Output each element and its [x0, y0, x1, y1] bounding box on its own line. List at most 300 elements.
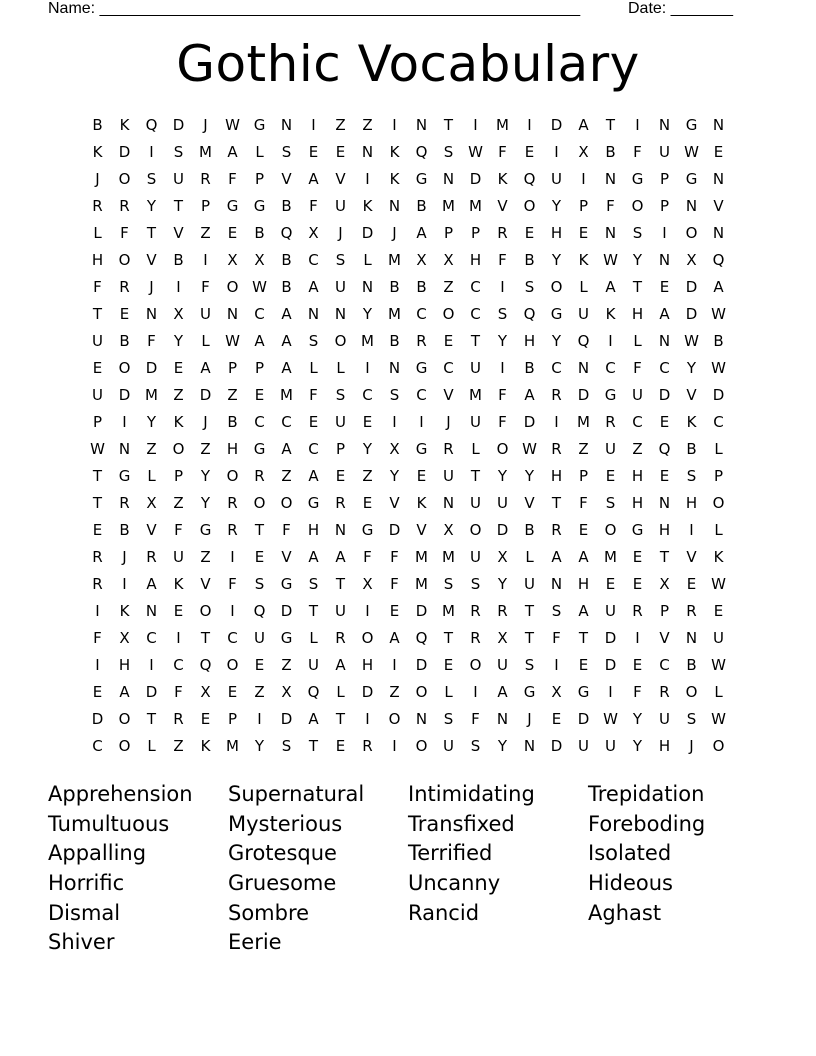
grid-cell[interactable]: O [199, 602, 212, 620]
grid-cell[interactable]: O [280, 494, 293, 512]
grid-cell[interactable]: U [470, 413, 481, 431]
grid-cell[interactable]: R [146, 548, 157, 566]
grid-cell[interactable]: I [608, 332, 613, 350]
grid-cell[interactable]: C [713, 413, 724, 431]
grid-cell[interactable]: E [119, 305, 130, 323]
grid-cell[interactable]: N [658, 332, 671, 350]
grid-cell[interactable]: V [200, 575, 211, 593]
grid-cell[interactable]: S [389, 386, 400, 404]
grid-cell[interactable]: K [713, 548, 724, 566]
grid-cell[interactable]: D [280, 602, 293, 620]
grid-cell[interactable]: G [199, 521, 212, 539]
grid-cell[interactable]: A [335, 548, 346, 566]
grid-cell[interactable]: I [203, 251, 208, 269]
grid-cell[interactable]: O [118, 710, 131, 728]
grid-cell[interactable]: Q [658, 440, 671, 458]
grid-cell[interactable]: W [711, 575, 726, 593]
grid-cell[interactable]: N [145, 305, 158, 323]
grid-cell[interactable]: A [308, 170, 319, 188]
grid-cell[interactable]: G [280, 575, 293, 593]
grid-cell[interactable]: U [92, 386, 103, 404]
grid-cell[interactable]: L [363, 251, 372, 269]
grid-cell[interactable]: I [149, 656, 154, 674]
grid-cell[interactable]: D [685, 305, 698, 323]
grid-cell[interactable]: T [92, 494, 103, 512]
grid-cell[interactable]: E [578, 224, 589, 242]
grid-cell[interactable]: R [470, 602, 481, 620]
grid-cell[interactable]: J [149, 278, 154, 296]
grid-cell[interactable]: E [713, 143, 724, 161]
grid-cell[interactable]: T [524, 602, 535, 620]
grid-cell[interactable]: G [415, 359, 428, 377]
grid-cell[interactable]: I [554, 656, 559, 674]
grid-cell[interactable]: N [415, 116, 428, 134]
grid-cell[interactable]: O [118, 251, 131, 269]
grid-cell[interactable]: D [550, 737, 563, 755]
grid-cell[interactable]: P [659, 170, 670, 188]
grid-cell[interactable]: Q [145, 116, 158, 134]
grid-cell[interactable]: D [604, 629, 617, 647]
grid-cell[interactable]: D [91, 710, 104, 728]
grid-cell[interactable]: E [713, 602, 724, 620]
grid-cell[interactable]: J [203, 413, 208, 431]
grid-cell[interactable]: H [550, 467, 563, 485]
grid-cell[interactable]: P [713, 467, 724, 485]
grid-cell[interactable]: D [712, 386, 725, 404]
grid-cell[interactable]: U [200, 305, 211, 323]
grid-cell[interactable]: D [577, 710, 590, 728]
grid-cell[interactable]: X [227, 251, 238, 269]
grid-cell[interactable]: U [605, 440, 616, 458]
grid-cell[interactable]: E [632, 548, 643, 566]
grid-cell[interactable]: O [118, 170, 131, 188]
grid-cell[interactable]: I [365, 170, 370, 188]
grid-cell[interactable]: E [443, 656, 454, 674]
grid-cell[interactable]: S [686, 710, 697, 728]
grid-cell[interactable]: F [309, 386, 318, 404]
grid-cell[interactable]: C [308, 251, 319, 269]
grid-cell[interactable]: U [335, 602, 346, 620]
grid-cell[interactable]: Z [173, 737, 184, 755]
grid-cell[interactable]: F [201, 278, 210, 296]
grid-cell[interactable]: W [711, 305, 726, 323]
grid-cell[interactable]: K [119, 602, 130, 620]
grid-cell[interactable]: Y [146, 413, 157, 431]
grid-cell[interactable]: A [578, 602, 589, 620]
grid-cell[interactable]: P [227, 710, 238, 728]
grid-cell[interactable]: N [361, 278, 374, 296]
grid-cell[interactable]: Z [227, 386, 238, 404]
grid-cell[interactable]: T [632, 278, 643, 296]
grid-cell[interactable]: G [118, 467, 131, 485]
grid-cell[interactable]: U [470, 494, 481, 512]
grid-cell[interactable]: U [605, 737, 616, 755]
grid-cell[interactable]: W [468, 143, 483, 161]
grid-cell[interactable]: T [659, 548, 670, 566]
grid-cell[interactable]: P [335, 440, 346, 458]
grid-cell[interactable]: O [118, 737, 131, 755]
grid-cell[interactable]: R [92, 197, 103, 215]
grid-cell[interactable]: S [281, 143, 292, 161]
grid-cell[interactable]: N [442, 170, 455, 188]
grid-cell[interactable]: H [307, 521, 320, 539]
grid-cell[interactable]: Y [173, 332, 184, 350]
grid-cell[interactable]: U [659, 710, 670, 728]
grid-cell[interactable]: R [119, 494, 130, 512]
grid-cell[interactable]: O [253, 494, 266, 512]
grid-cell[interactable]: P [578, 467, 589, 485]
grid-cell[interactable]: A [578, 116, 589, 134]
grid-cell[interactable]: T [173, 197, 184, 215]
grid-cell[interactable]: P [659, 197, 670, 215]
grid-cell[interactable]: P [578, 197, 589, 215]
grid-cell[interactable]: C [605, 359, 616, 377]
grid-cell[interactable]: W [522, 440, 537, 458]
grid-cell[interactable]: Y [497, 737, 508, 755]
grid-cell[interactable]: V [416, 521, 427, 539]
grid-cell[interactable]: M [415, 575, 428, 593]
grid-cell[interactable]: S [254, 575, 265, 593]
grid-cell[interactable]: P [659, 602, 670, 620]
grid-cell[interactable]: V [335, 170, 346, 188]
grid-cell[interactable]: R [335, 494, 346, 512]
grid-cell[interactable]: T [254, 521, 265, 539]
grid-cell[interactable]: B [92, 116, 103, 134]
grid-cell[interactable]: U [605, 602, 616, 620]
grid-cell[interactable]: O [523, 197, 536, 215]
grid-cell[interactable]: E [308, 143, 319, 161]
grid-cell[interactable]: H [226, 440, 239, 458]
grid-cell[interactable]: H [469, 251, 482, 269]
grid-cell[interactable]: Q [199, 656, 212, 674]
grid-cell[interactable]: V [497, 197, 508, 215]
grid-cell[interactable]: Q [577, 332, 590, 350]
grid-cell[interactable]: E [92, 359, 103, 377]
grid-cell[interactable]: I [95, 656, 100, 674]
grid-cell[interactable]: H [631, 494, 644, 512]
grid-cell[interactable]: C [173, 656, 184, 674]
grid-cell[interactable]: F [93, 278, 102, 296]
grid-cell[interactable]: U [308, 656, 319, 674]
grid-cell[interactable]: K [92, 143, 103, 161]
grid-cell[interactable]: Z [281, 467, 292, 485]
grid-cell[interactable]: W [225, 116, 240, 134]
grid-cell[interactable]: F [174, 521, 183, 539]
grid-cell[interactable]: V [281, 170, 292, 188]
grid-cell[interactable]: I [473, 116, 478, 134]
grid-cell[interactable]: G [307, 494, 320, 512]
grid-cell[interactable]: L [714, 683, 723, 701]
grid-cell[interactable]: X [416, 251, 427, 269]
grid-cell[interactable]: F [633, 683, 642, 701]
grid-cell[interactable]: G [604, 386, 617, 404]
grid-cell[interactable]: S [335, 386, 346, 404]
grid-cell[interactable]: N [388, 197, 401, 215]
grid-cell[interactable]: Y [551, 251, 562, 269]
grid-cell[interactable]: L [579, 278, 588, 296]
grid-cell[interactable]: N [361, 143, 374, 161]
grid-cell[interactable]: V [713, 197, 724, 215]
grid-cell[interactable]: E [578, 521, 589, 539]
grid-cell[interactable]: I [554, 143, 559, 161]
grid-cell[interactable]: I [176, 278, 181, 296]
grid-cell[interactable]: C [416, 386, 427, 404]
grid-cell[interactable]: E [227, 683, 238, 701]
grid-cell[interactable]: I [662, 224, 667, 242]
grid-cell[interactable]: L [309, 359, 318, 377]
grid-cell[interactable]: S [443, 143, 454, 161]
grid-cell[interactable]: B [389, 278, 400, 296]
grid-cell[interactable]: G [577, 683, 590, 701]
grid-cell[interactable]: W [603, 251, 618, 269]
grid-cell[interactable]: E [389, 602, 400, 620]
grid-cell[interactable]: Z [578, 440, 589, 458]
grid-cell[interactable]: Y [389, 467, 400, 485]
grid-cell[interactable]: D [145, 359, 158, 377]
grid-cell[interactable]: I [635, 116, 640, 134]
grid-cell[interactable]: A [497, 683, 508, 701]
grid-cell[interactable]: V [443, 386, 454, 404]
grid-cell[interactable]: U [497, 656, 508, 674]
grid-cell[interactable]: F [498, 413, 507, 431]
grid-cell[interactable]: Q [523, 305, 536, 323]
grid-cell[interactable]: U [254, 629, 265, 647]
grid-cell[interactable]: T [443, 629, 454, 647]
grid-cell[interactable]: N [604, 224, 617, 242]
grid-cell[interactable]: W [90, 440, 105, 458]
grid-cell[interactable]: Z [443, 278, 454, 296]
grid-cell[interactable]: F [579, 494, 588, 512]
grid-cell[interactable]: M [415, 548, 428, 566]
grid-cell[interactable]: O [712, 737, 725, 755]
grid-cell[interactable]: N [550, 575, 563, 593]
grid-cell[interactable]: N [712, 170, 725, 188]
grid-cell[interactable]: G [280, 629, 293, 647]
grid-cell[interactable]: Y [632, 251, 643, 269]
grid-cell[interactable]: C [308, 440, 319, 458]
grid-cell[interactable]: X [254, 251, 265, 269]
grid-cell[interactable]: G [226, 197, 239, 215]
grid-cell[interactable]: Z [146, 440, 157, 458]
grid-cell[interactable]: A [308, 548, 319, 566]
grid-cell[interactable]: S [443, 710, 454, 728]
grid-cell[interactable]: N [496, 710, 509, 728]
grid-cell[interactable]: Q [280, 224, 293, 242]
grid-cell[interactable]: S [524, 656, 535, 674]
grid-cell[interactable]: N [685, 197, 698, 215]
grid-cell[interactable]: O [469, 656, 482, 674]
grid-cell[interactable]: V [686, 386, 697, 404]
grid-cell[interactable]: H [577, 575, 590, 593]
grid-cell[interactable]: I [500, 359, 505, 377]
grid-cell[interactable]: E [659, 467, 670, 485]
grid-cell[interactable]: N [658, 251, 671, 269]
grid-cell[interactable]: S [443, 575, 454, 593]
grid-cell[interactable]: A [335, 656, 346, 674]
grid-cell[interactable]: Q [415, 629, 428, 647]
grid-cell[interactable]: D [199, 386, 212, 404]
grid-cell[interactable]: C [659, 359, 670, 377]
grid-cell[interactable]: Y [551, 197, 562, 215]
grid-cell[interactable]: U [443, 737, 454, 755]
grid-cell[interactable]: D [604, 656, 617, 674]
grid-cell[interactable]: A [389, 629, 400, 647]
grid-cell[interactable]: H [91, 251, 104, 269]
grid-cell[interactable]: O [172, 440, 185, 458]
grid-cell[interactable]: C [470, 278, 481, 296]
grid-cell[interactable]: I [95, 602, 100, 620]
grid-cell[interactable]: N [388, 359, 401, 377]
grid-cell[interactable]: H [118, 656, 131, 674]
grid-cell[interactable]: D [685, 278, 698, 296]
grid-cell[interactable]: A [524, 386, 535, 404]
grid-cell[interactable]: E [416, 467, 427, 485]
grid-cell[interactable]: F [498, 143, 507, 161]
grid-cell[interactable]: I [365, 602, 370, 620]
grid-cell[interactable]: V [281, 548, 292, 566]
grid-cell[interactable]: X [443, 251, 454, 269]
grid-cell[interactable]: E [659, 278, 670, 296]
grid-cell[interactable]: T [551, 494, 562, 512]
grid-cell[interactable]: A [281, 359, 292, 377]
grid-cell[interactable]: N [712, 116, 725, 134]
grid-cell[interactable]: R [362, 737, 373, 755]
grid-cell[interactable]: B [524, 251, 535, 269]
grid-cell[interactable]: F [552, 629, 561, 647]
grid-cell[interactable]: D [118, 386, 131, 404]
grid-cell[interactable]: M [442, 197, 455, 215]
grid-cell[interactable]: D [496, 521, 509, 539]
grid-cell[interactable]: U [470, 359, 481, 377]
grid-cell[interactable]: O [550, 278, 563, 296]
grid-cell[interactable]: E [254, 548, 265, 566]
grid-cell[interactable]: E [605, 467, 616, 485]
grid-cell[interactable]: K [173, 575, 184, 593]
grid-cell[interactable]: R [416, 332, 427, 350]
date-field[interactable]: Date: _______ [628, 0, 733, 17]
grid-cell[interactable]: Y [551, 332, 562, 350]
grid-cell[interactable]: U [92, 332, 103, 350]
grid-cell[interactable]: Q [415, 143, 428, 161]
grid-cell[interactable]: A [119, 683, 130, 701]
grid-cell[interactable]: C [254, 305, 265, 323]
grid-cell[interactable]: U [578, 737, 589, 755]
grid-cell[interactable]: R [92, 548, 103, 566]
grid-cell[interactable]: L [255, 143, 264, 161]
grid-cell[interactable]: F [633, 359, 642, 377]
grid-cell[interactable]: U [524, 575, 535, 593]
grid-cell[interactable]: X [173, 305, 184, 323]
grid-cell[interactable]: T [470, 332, 481, 350]
grid-cell[interactable]: R [551, 521, 562, 539]
grid-cell[interactable]: P [443, 224, 454, 242]
grid-cell[interactable]: M [226, 737, 239, 755]
grid-cell[interactable]: Y [524, 467, 535, 485]
grid-cell[interactable]: F [633, 143, 642, 161]
grid-cell[interactable]: S [308, 332, 319, 350]
grid-cell[interactable]: I [257, 710, 262, 728]
grid-cell[interactable]: A [281, 332, 292, 350]
grid-cell[interactable]: I [176, 629, 181, 647]
grid-cell[interactable]: E [308, 413, 319, 431]
grid-cell[interactable]: J [689, 737, 694, 755]
grid-cell[interactable]: K [173, 413, 184, 431]
grid-cell[interactable]: K [389, 170, 400, 188]
grid-cell[interactable]: P [254, 170, 265, 188]
grid-cell[interactable]: T [200, 629, 211, 647]
grid-cell[interactable]: Y [632, 710, 643, 728]
grid-cell[interactable]: N [712, 224, 725, 242]
grid-cell[interactable]: B [281, 278, 292, 296]
grid-cell[interactable]: W [711, 656, 726, 674]
grid-cell[interactable]: B [227, 413, 238, 431]
grid-cell[interactable]: I [392, 413, 397, 431]
grid-cell[interactable]: R [227, 521, 238, 539]
grid-cell[interactable]: Y [497, 332, 508, 350]
grid-cell[interactable]: L [336, 359, 345, 377]
grid-cell[interactable]: I [527, 116, 532, 134]
grid-cell[interactable]: N [118, 440, 131, 458]
grid-cell[interactable]: Q [307, 683, 320, 701]
grid-cell[interactable]: T [308, 737, 319, 755]
grid-cell[interactable]: T [92, 467, 103, 485]
grid-cell[interactable]: L [714, 521, 723, 539]
grid-cell[interactable]: N [658, 116, 671, 134]
grid-cell[interactable]: V [146, 251, 157, 269]
grid-cell[interactable]: O [442, 305, 455, 323]
grid-cell[interactable]: C [443, 359, 454, 377]
grid-cell[interactable]: D [118, 143, 131, 161]
grid-cell[interactable]: S [335, 251, 346, 269]
grid-cell[interactable]: M [388, 251, 401, 269]
grid-cell[interactable]: A [254, 332, 265, 350]
grid-cell[interactable]: E [632, 656, 643, 674]
grid-cell[interactable]: X [443, 521, 454, 539]
grid-cell[interactable]: Y [632, 737, 643, 755]
grid-cell[interactable]: S [524, 278, 535, 296]
grid-cell[interactable]: I [311, 116, 316, 134]
grid-cell[interactable]: O [415, 683, 428, 701]
grid-cell[interactable]: I [500, 278, 505, 296]
grid-cell[interactable]: E [362, 494, 373, 512]
grid-cell[interactable]: S [605, 494, 616, 512]
grid-cell[interactable]: S [497, 305, 508, 323]
grid-cell[interactable]: E [227, 224, 238, 242]
grid-cell[interactable]: E [335, 467, 346, 485]
grid-cell[interactable]: B [416, 197, 427, 215]
grid-cell[interactable]: P [200, 197, 211, 215]
grid-cell[interactable]: I [608, 683, 613, 701]
grid-cell[interactable]: Q [253, 602, 266, 620]
grid-cell[interactable]: R [551, 440, 562, 458]
grid-cell[interactable]: C [551, 359, 562, 377]
grid-cell[interactable]: U [335, 278, 346, 296]
grid-cell[interactable]: A [227, 143, 238, 161]
grid-cell[interactable]: U [713, 629, 724, 647]
grid-cell[interactable]: K [389, 143, 400, 161]
grid-cell[interactable]: Z [362, 116, 373, 134]
grid-cell[interactable]: J [392, 224, 397, 242]
grid-cell[interactable]: P [92, 413, 103, 431]
grid-cell[interactable]: P [227, 359, 238, 377]
grid-cell[interactable]: S [686, 467, 697, 485]
grid-cell[interactable]: D [469, 170, 482, 188]
grid-cell[interactable]: U [173, 548, 184, 566]
grid-cell[interactable]: H [658, 521, 671, 539]
grid-cell[interactable]: G [415, 170, 428, 188]
grid-cell[interactable]: E [92, 521, 103, 539]
grid-cell[interactable]: W [252, 278, 267, 296]
